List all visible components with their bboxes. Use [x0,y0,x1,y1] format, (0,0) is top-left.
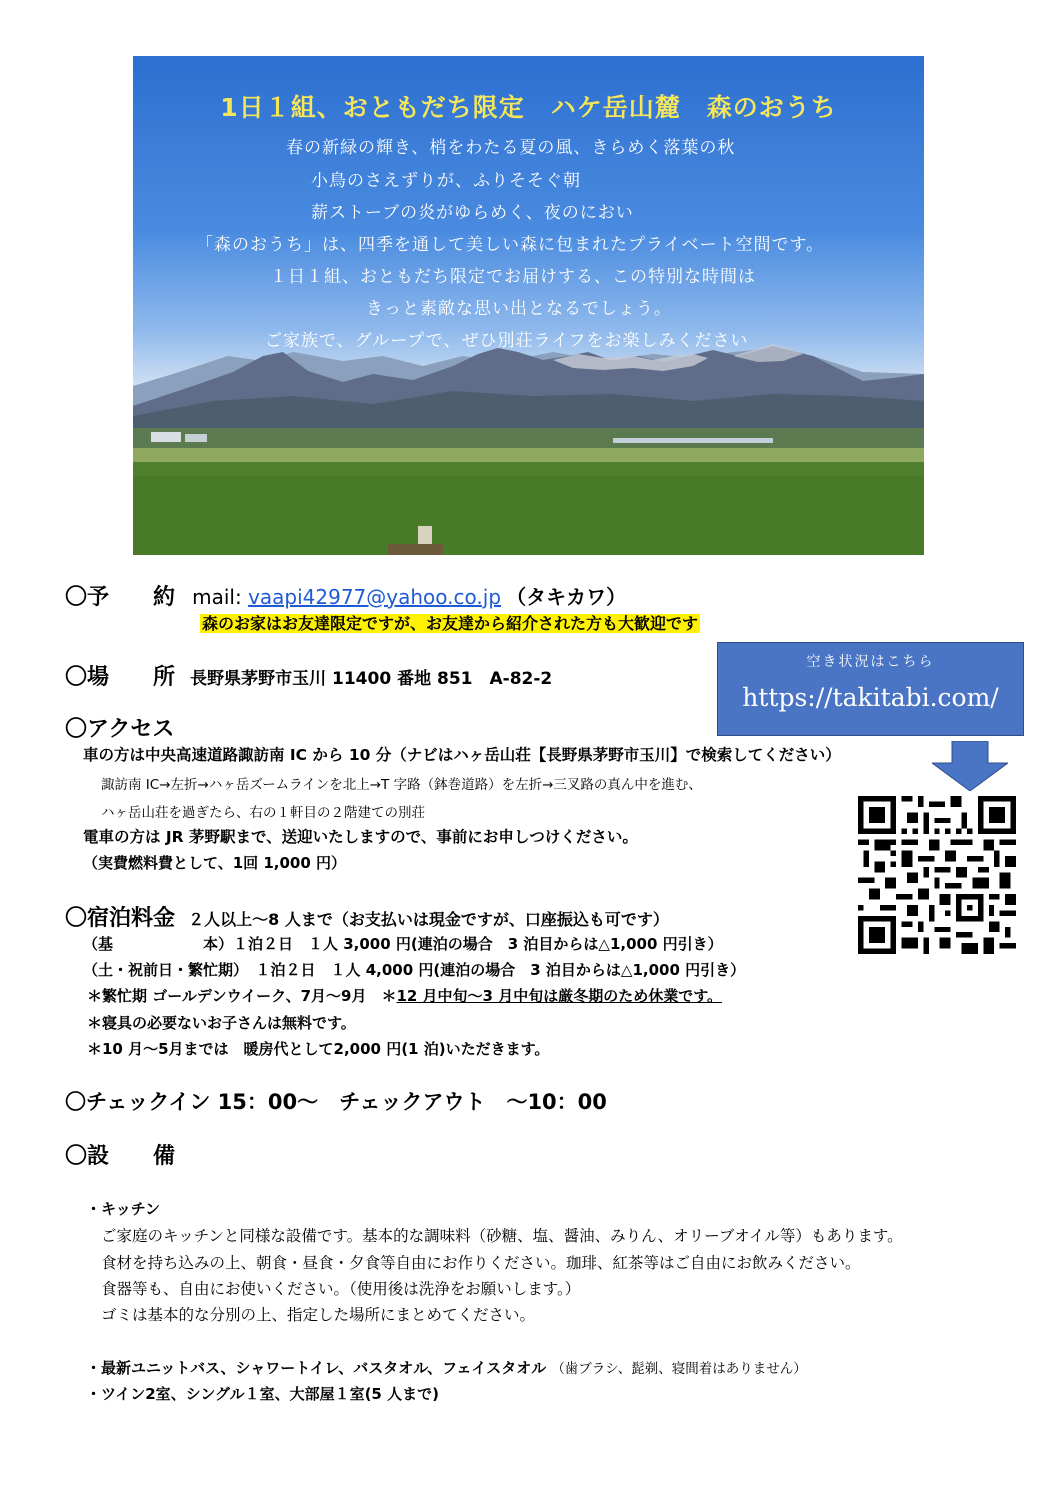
reservation-row [65,580,626,611]
reservation-note-row [200,611,700,634]
rooms: ・ツイン2室、シングル１室、大部屋１室(5 人まで) [86,1385,439,1403]
kitchen-line: 食器等も、自由にお使いください。（使用後は洗浄をお願いします。） [101,1280,581,1298]
hero-line: 春の新緑の輝き、梢をわたる夏の風、きらめく落葉の秋 [286,138,736,158]
availability-label: 空き状況はこちら [806,654,935,670]
hero-line: ご家族で、グループで、ぜひ別荘ライフをお楽しみください [265,331,749,351]
kitchen-line: 食材を持ち込みの上、朝食・昼食・夕食等自由にお作りください。珈琲、紅茶等はご自由にお飲みください。 [101,1254,861,1272]
price-holiday: （土・祝前日・繁忙期） １泊２日 １人 4,000 円(連泊の場合 3 泊目からは△1,000 円引き） [83,961,746,979]
mail-prefix: mail: [192,585,249,609]
price-busy: ＊繁忙期 ゴールデンウイーク、7月～9月 ＊ [87,987,397,1005]
place-label: 〇場 所 [65,665,176,690]
access-label: 〇アクセス [65,717,175,742]
checkin-text: 〇チェックイン 15：00～ チェックアウト ～10：00 [65,1090,607,1114]
availability-box[interactable] [717,642,1024,736]
address: 長野県茅野市玉川 11400 番地 851 A-82-2 [190,669,553,689]
price-sub: ２人以上～8 人まで（お支払いは現金ですが、口座振込も可です） [188,910,669,929]
access-heading [65,712,174,743]
price-row [65,901,669,932]
access-route-1: 諏訪南 IC→左折→ハヶ岳ズームラインを北上→T 字路（鉢巻道路）を左折→三叉路の真ん中を進む、 [101,777,702,793]
access-fuel: （実費燃料費として、1回 1,000 円） [83,854,347,872]
price-heating: ＊10 月～5月までは 暖房代として2,000 円(1 泊)いただきます。 [87,1040,550,1058]
price-kids: ＊寝具の必要ないお子さんは無料です。 [87,1014,356,1032]
hero-banner [133,56,924,555]
bath-note: （歯ブラシ、髭剃、寝間着はありません） [551,1361,807,1377]
hero-line: 「森のおうち」は、四季を通して美しい森に包まれたプライベート空間です。 [196,235,825,255]
hero-line: １日１組、おともだち限定でお届けする、この特別な時間は [270,267,756,287]
bath-items: ・最新ユニットバス、シャワートイレ、バスタオル、フェイスタオル [86,1359,547,1377]
kitchen-title: ・キッチン [86,1200,160,1218]
availability-url[interactable]: https://takitabi.com/ [742,683,999,712]
contact-name: （タキカワ） [506,585,627,609]
reservation-label: 〇予 約 [65,585,176,610]
kitchen-line: ご家庭のキッチンと同様な設備です。基本的な調味料（砂糖、塩、醤油、みりん、オリーブオイル等）もあります。 [101,1227,903,1245]
email-link[interactable]: vaapi42977@yahoo.co.jp [248,585,502,609]
price-closed: 12 月中旬～3 月中旬は厳冬期のため休業です。 [396,987,723,1005]
price-busy-row [87,985,722,1006]
reservation-note: 森のお家はお友達限定ですが、お友達から紹介された方も大歓迎です [202,614,699,633]
access-train: 電車の方は JR 茅野駅まで、送迎いたしますので、事前にお申しつけください。 [83,828,638,846]
access-car: 車の方は中央高速道路諏訪南 IC から 10 分（ナビはハヶ岳山荘【長野県茅野市玉川】で検索してください） [83,746,841,764]
down-arrow-icon [932,741,1008,791]
kitchen-line: ゴミは基本的な分別の上、指定した場所にまとめてください。 [101,1306,536,1324]
place-row [65,660,552,691]
bath-row [86,1357,807,1378]
hero-title: 1日１組、おともだち限定 ハケ岳山麓 森のおうち [220,93,837,122]
price-label: 〇宿泊料金 [65,906,176,931]
qr-code[interactable] [858,796,1016,954]
access-route-2: ハヶ岳山荘を過ぎたら、右の１軒目の２階建ての別荘 [101,805,425,821]
hero-line: 小鳥のさえずりが、ふりそそぐ朝 [311,171,581,191]
facilities-label: 〇設 備 [65,1144,176,1169]
hero-line: きっと素敵な思い出となるでしょう。 [366,299,672,319]
price-basic: （基 本）１泊２日 １人 3,000 円(連泊の場合 3 泊目からは△1,000 円引き） [83,935,723,953]
hero-line: 薪ストーブの炎がゆらめく、夜のにおい [311,203,634,223]
